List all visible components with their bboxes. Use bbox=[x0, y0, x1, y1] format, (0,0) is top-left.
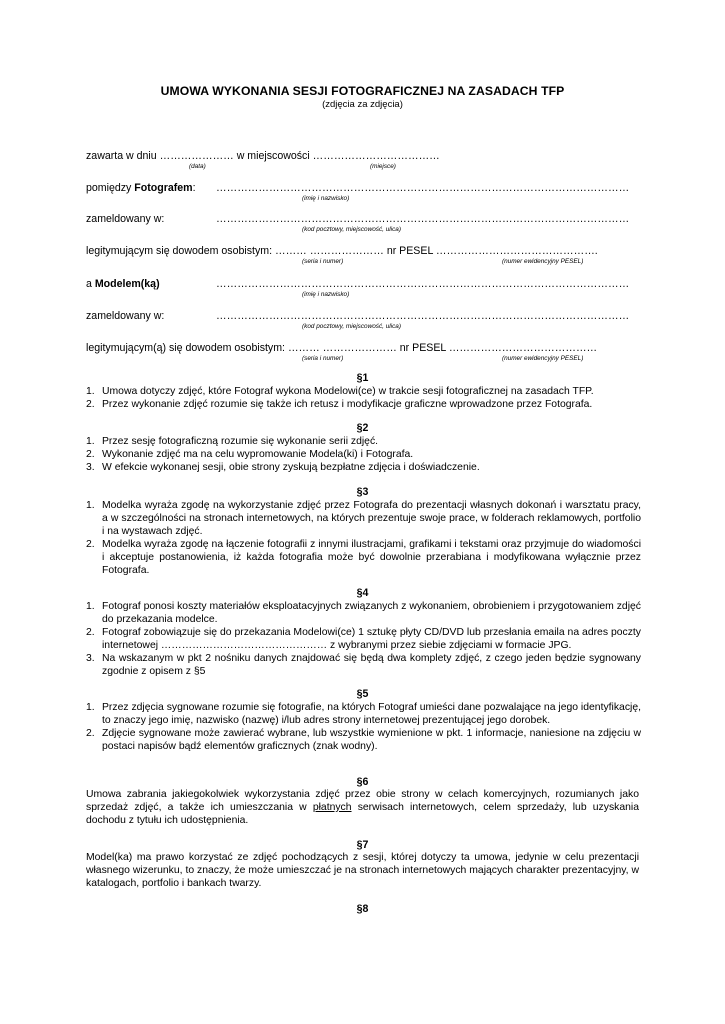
concluded-line: zawarta w dniu ………………… w miejscowości ……………………………… bbox=[86, 150, 440, 162]
section-1-list bbox=[86, 386, 641, 412]
document-title: UMOWA WYKONANIA SESJI FOTOGRAFICZNEJ NA ZASADACH TFP bbox=[160, 84, 565, 98]
photographer-label: pomiędzy Fotografem: bbox=[86, 182, 196, 194]
hint-series-1: (seria i numer) bbox=[302, 258, 344, 265]
section-3-item-1: 1. Modelka wyraża zgodę na wykorzystanie zdjęć przez Fotografa do prezentacji własnych dokonań i warsztatu pracy, a w szczególności na stronach internetowych, na których prezentuje swoje prace, w folderach reklamowych, portfolio i na wystawach zdjęć. bbox=[86, 500, 641, 537]
model-id-line: legitymującym(ą) się dowodem osobistym: ……… ………………… nr PESEL …………………………………… bbox=[86, 342, 598, 354]
model-address-field: ……………………………………………………………………………………………………… bbox=[216, 310, 630, 322]
model-name-field: ……………………………………………………………………………………………………… bbox=[216, 278, 630, 290]
section-2-item-3: 3. W efekcie wykonanej sesji, obie strony zyskują bezpłatne zdjęcia i doświadczenie. bbox=[86, 461, 480, 473]
hint-name-2: (imię i nazwisko) bbox=[302, 291, 350, 298]
hint-address-1: (kod pocztowy, miejscowość, ulica) bbox=[302, 226, 401, 233]
section-6-paragraph: Umowa zabrania jakiegokolwiek wykorzystania zdjęć przez obie strony w celach komercyjnych, rozumianych jako sprzedaż zdjęć, a także ich umieszczania w płatnych serwisach internetowych, celem sprzedaży, lub uzyskania dochodu z tytułu ich udostępnienia. bbox=[86, 789, 639, 826]
section-heading-2: §2 bbox=[356, 422, 369, 434]
hint-place: (miejsce) bbox=[370, 163, 396, 170]
section-heading-5: §5 bbox=[356, 688, 369, 700]
section-4-list bbox=[86, 601, 641, 678]
section-4-item-1: 1. Fotograf ponosi koszty materiałów eksploatacyjnych związanych z wykonaniem, obrobieniem i przygotowaniem zdjęć do przekazania modelce. bbox=[86, 601, 641, 625]
underlined-word: płatnych bbox=[312, 801, 352, 813]
hint-name-1: (imię i nazwisko) bbox=[302, 195, 350, 202]
photographer-name-field: ……………………………………………………………………………………………………… bbox=[216, 182, 630, 194]
photographer-registered-label: zameldowany w: bbox=[86, 213, 165, 225]
document-subtitle: (zdjęcia za zdjęcia) bbox=[322, 99, 403, 110]
section-5-item-1: 1. Przez zdjęcia sygnowane rozumie się fotografie, na których Fotograf umieści dane pozwalające na jego identyfikację, to znaczy jego imię, nazwisko (nazwę) i/lub adres strony internetowej prezentującej jego dorobek. bbox=[86, 702, 641, 726]
section-4-item-3: 3. Na wskazanym w pkt 2 nośniku danych znajdować się będą dwa komplety zdjęć, z czego jeden będzie sygnowany zgodnie z opisem z §5 bbox=[86, 652, 641, 677]
section-heading-7: §7 bbox=[356, 839, 369, 851]
photographer-address-field: ……………………………………………………………………………………………………… bbox=[216, 213, 630, 225]
section-2-list bbox=[86, 436, 641, 475]
section-heading-8: §8 bbox=[356, 903, 369, 915]
section-2-item-2: 2. Wykonanie zdjęć ma na celu wypromowanie Modela(ki) i Fotografa. bbox=[86, 448, 414, 460]
section-5-list bbox=[86, 702, 641, 754]
hint-address-2: (kod pocztowy, miejscowość, ulica) bbox=[302, 323, 401, 330]
hint-date: (data) bbox=[189, 163, 206, 170]
photographer-id-line: legitymującym się dowodem osobistym: ……… ………………… nr PESEL ………………………………………. bbox=[86, 245, 598, 257]
section-heading-1: §1 bbox=[356, 372, 369, 384]
section-heading-6: §6 bbox=[356, 776, 369, 788]
model-label: a Modelem(ką) bbox=[86, 278, 160, 290]
section-3-list bbox=[86, 500, 641, 577]
hint-pesel-1: (numer ewidencyjny PESEL) bbox=[502, 258, 584, 265]
section-1-item-1: 1. Umowa dotyczy zdjęć, które Fotograf wykona Modelowi(ce) w trakcie sesji fotograficznej na zasadach TFP. bbox=[86, 386, 594, 397]
section-1-item-2: 2. Przez wykonanie zdjęć rozumie się także ich retusz i modyfikacje graficzne wprowadzone przez Fotografa. bbox=[86, 398, 593, 410]
section-heading-3: §3 bbox=[356, 486, 369, 498]
hint-series-2: (seria i numer) bbox=[302, 355, 344, 362]
hint-pesel-2: (numer ewidencyjny PESEL) bbox=[502, 355, 584, 362]
section-4-item-2: 2. Fotograf zobowiązuje się do przekazania Modelowi(ce) 1 sztukę płyty CD/DVD lub przesłania emaila na adres poczty internetowej ………………………………………… z wybranymi przez siebie zdjęciami w formacie JPG. bbox=[86, 626, 641, 651]
section-5-item-2: 2. Zdjęcie sygnowane może zawierać wybrane, lub wszystkie wymienione w pkt. 1 informacje, naniesione na zdjęciu w postaci napisów bądź elementów graficznych (znak wodny). bbox=[86, 727, 641, 752]
section-3-item-2: 2. Modelka wyraża zgodę na łączenie fotografii z innymi ilustracjami, grafikami i tekstami oraz przyjmuje do wiadomości i akceptuje postanowienia, iż każda fotografia może być dowolnie przerabiana i modyfikowana wyłącznie przez Fotografa. bbox=[86, 538, 641, 576]
section-2-item-1: 1. Przez sesję fotograficzną rozumie się wykonanie serii zdjęć. bbox=[86, 436, 379, 447]
section-heading-4: §4 bbox=[356, 587, 369, 599]
model-registered-label: zameldowany w: bbox=[86, 310, 165, 322]
section-7-paragraph: Model(ka) ma prawo korzystać ze zdjęć pochodzących z sesji, której dotyczy ta umowa, jedynie w celu prezentacji własnego wizerunku, to znaczy, że może umieszczać je na stronach internetowych mających charakter prezentacyjny, w katalogach, portfolio i bankach twarzy. bbox=[86, 852, 639, 889]
